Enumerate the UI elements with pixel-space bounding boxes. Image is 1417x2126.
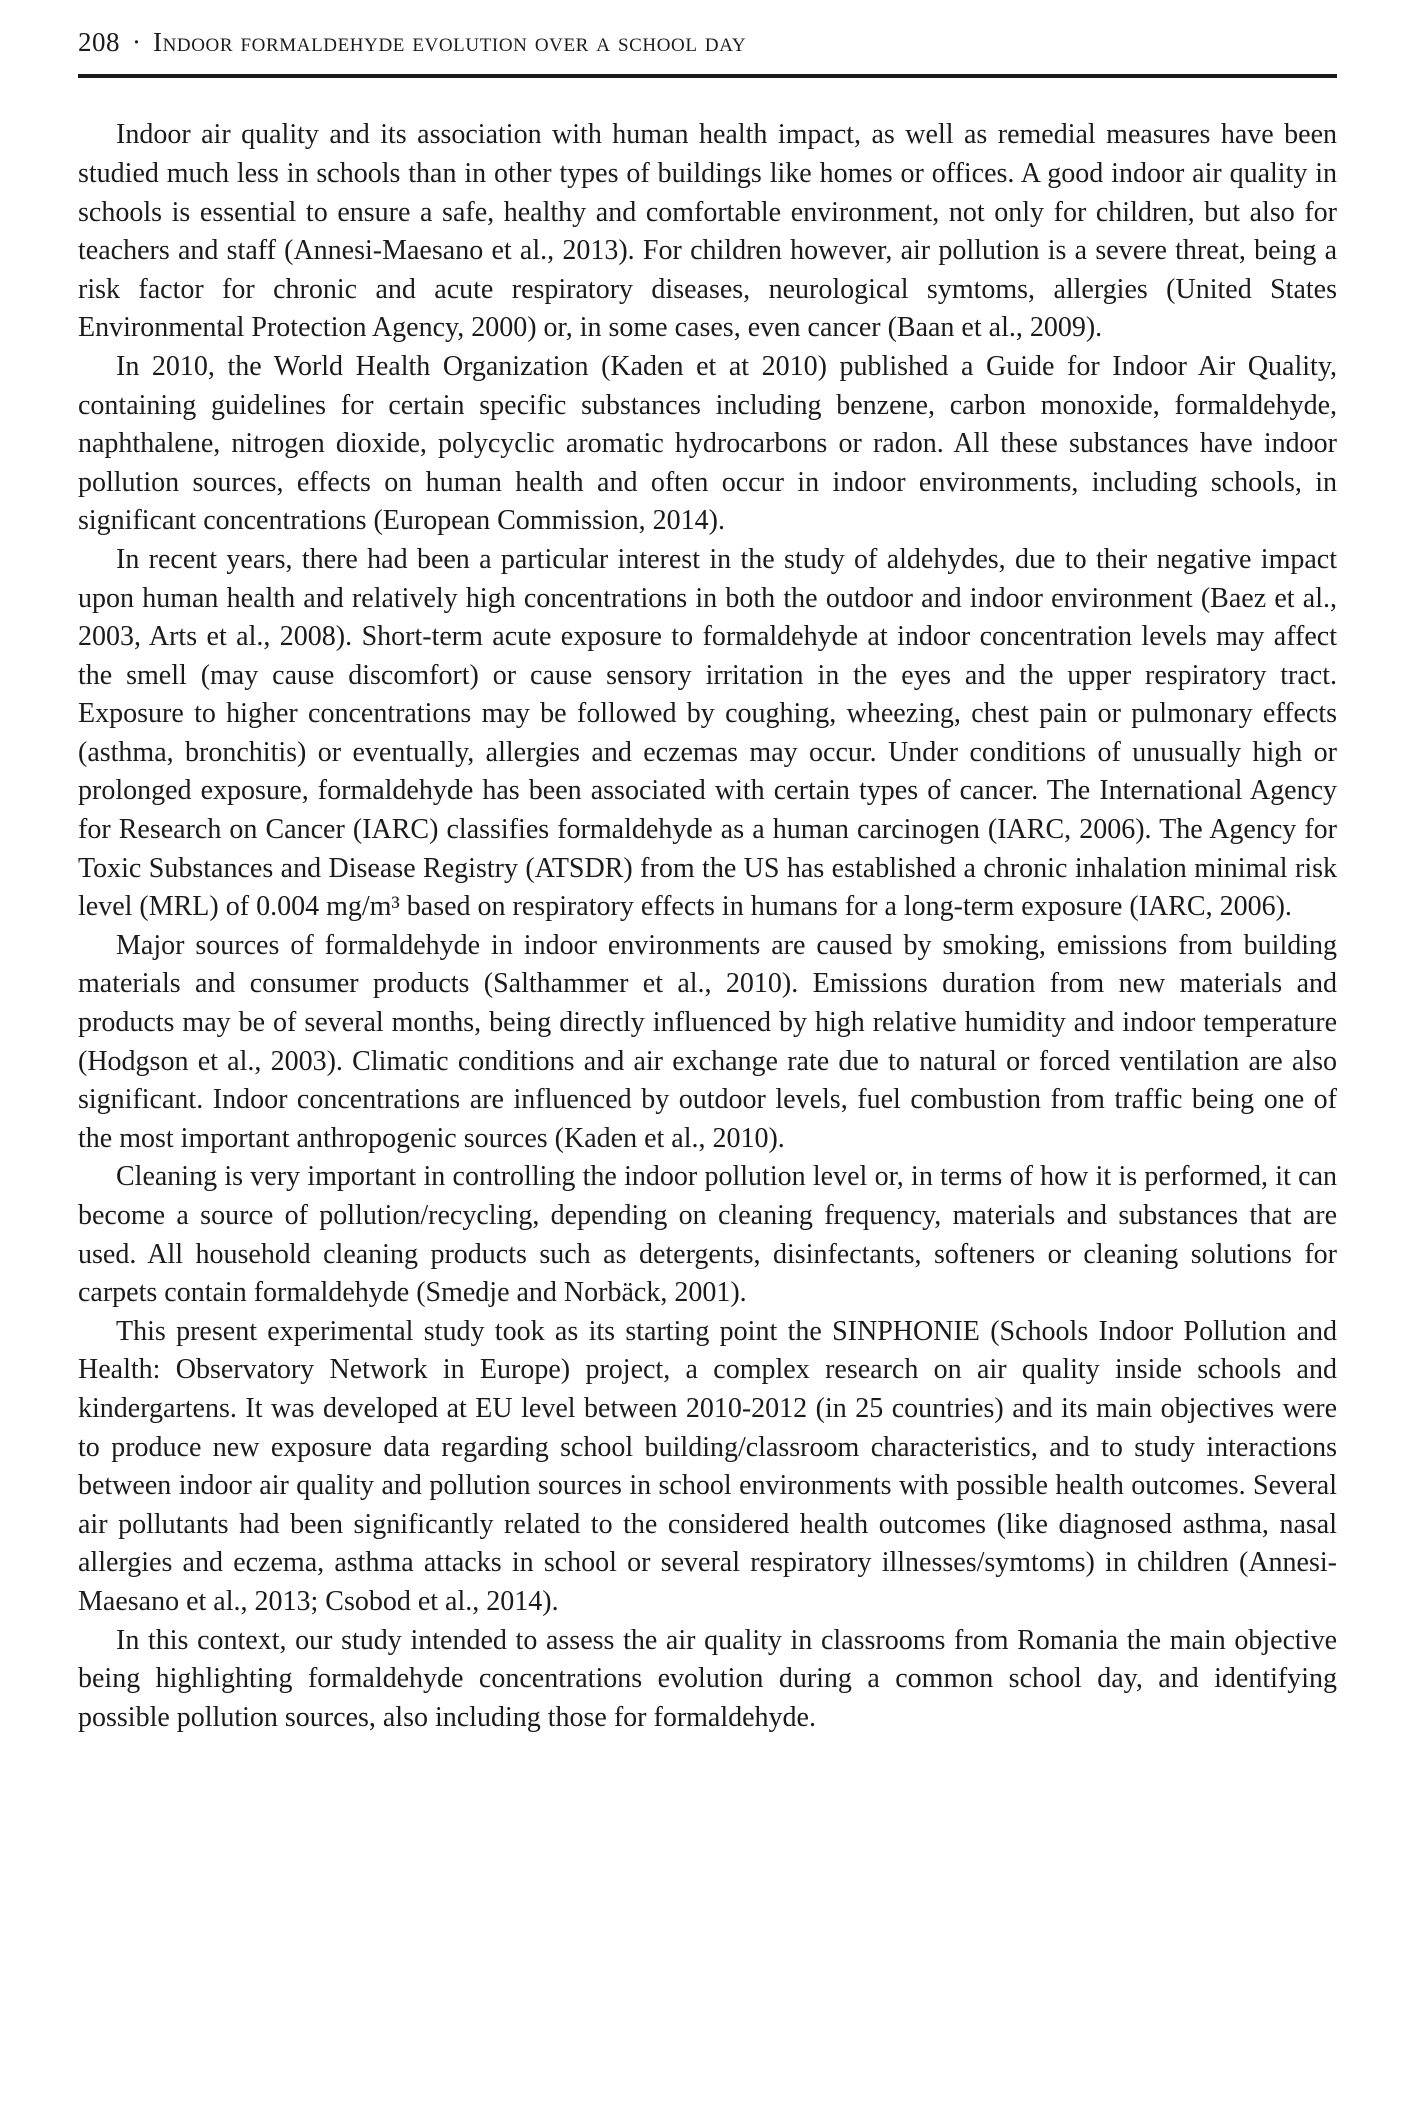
page-header [78, 26, 1337, 58]
header-rule-divider [78, 74, 1337, 78]
paragraph-who-guide: In 2010, the World Health Organization (Kaden et at 2010) published a Guide for Indoor Air Quality, containing guidelines for certain specific substances including benzene, carbon monoxide, formaldehyde, naphthalene, nitrogen dioxide, polycyclic aromatic hydrocarbons or radon. All these substances have indoor pollution sources, effects on human health and often occur in indoor environments, including schools, in significant concentrations (European Commission, 2014). [78, 350, 1337, 537]
paragraph-aldehydes-health-effects: In recent years, there had been a particular interest in the study of aldehydes, due to their negative impact upon human health and relatively high concentrations in both the outdoor and indoor environment (Baez et al., 2003, Arts et al., 2008). Short-term acute exposure to formaldehyde at indoor concentration levels may affect the smell (may cause discomfort) or cause sensory irritation in the eyes and the upper respiratory tract. Exposure to higher concentrations may be followed by coughing, wheezing, chest pain or pulmonary effects (asthma, bronchitis) or eventually, allergies and eczemas may occur. Under conditions of unusually high or prolonged exposure, formaldehyde has been associated with certain types of cancer. The International Agency for Research on Cancer (IARC) classifies formaldehyde as a human carcinogen (IARC, 2006). The Agency for Toxic Substances and Disease Registry (ATSDR) from the US has established a chronic inhalation minimal risk level (MRL) of 0.004 mg/m³ based on respiratory effects in humans for a long-term exposure (IARC, 2006). [78, 543, 1337, 923]
paragraph-formaldehyde-sources: Major sources of formaldehyde in indoor environments are caused by smoking, emissions from building materials and consumer products (Salthammer et al., 2010). Emissions duration from new materials and products may be of several months, being directly influenced by high relative humidity and indoor temperature (Hodgson et al., 2003). Climatic conditions and air exchange rate due to natural or forced ventilation are also significant. Indoor concentrations are influenced by outdoor levels, fuel combustion from traffic being one of the most important anthropogenic sources (Kaden et al., 2010). [78, 929, 1337, 1154]
paragraph-sinphonie-project: This present experimental study took as its starting point the SINPHONIE (Schools Indoor Pollution and Health: Observatory Network in Europe) project, a complex research on air quality inside schools and kindergartens. It was developed at EU level between 2010-2012 (in 25 countries) and its main objectives were to produce new exposure data regarding school building/classroom characteristics, and to study interactions between indoor air quality and pollution sources in school environments with possible health outcomes. Several air pollutants had been significantly related to the considered health outcomes (like diagnosed asthma, nasal allergies and eczema, asthma attacks in school or several respiratory illnesses/symtoms) in children (Annesi-Maesano et al., 2013; Csobod et al., 2014). [78, 1315, 1337, 1617]
header-separator-dot: · [132, 27, 141, 57]
paragraph-intro-air-quality: Indoor air quality and its association with human health impact, as well as remedial measures have been studied much less in schools than in other types of buildings like homes or offices. A good indoor air quality in schools is essential to ensure a safe, healthy and comfortable environment, not only for children, but also for teachers and staff (Annesi-Maesano et al., 2013). For children however, air pollution is a severe threat, being a risk factor for chronic and acute respiratory diseases, neurological symtoms, allergies (United States Environmental Protection Agency, 2000) or, in some cases, even cancer (Baan et al., 2009). [78, 119, 1337, 344]
paragraph-cleaning: Cleaning is very important in controlling the indoor pollution level or, in terms of how it is performed, it can become a source of pollution/recycling, depending on cleaning frequency, materials and substances that are used. All household cleaning products such as detergents, disinfectants, softeners or cleaning solutions for carpets contain formaldehyde (Smedje and Norbäck, 2001). [78, 1161, 1337, 1309]
page-number: 208 [78, 27, 120, 57]
paragraph-study-objective: In this context, our study intended to assess the air quality in classrooms from Romania the main objective being highlighting formaldehyde concentrations evolution during a common school day, and identifying possible pollution sources, also including those for formaldehyde. [78, 1624, 1337, 1733]
article-body [78, 116, 1337, 1737]
running-title: Indoor formaldehyde evolution over a school day [153, 27, 747, 57]
